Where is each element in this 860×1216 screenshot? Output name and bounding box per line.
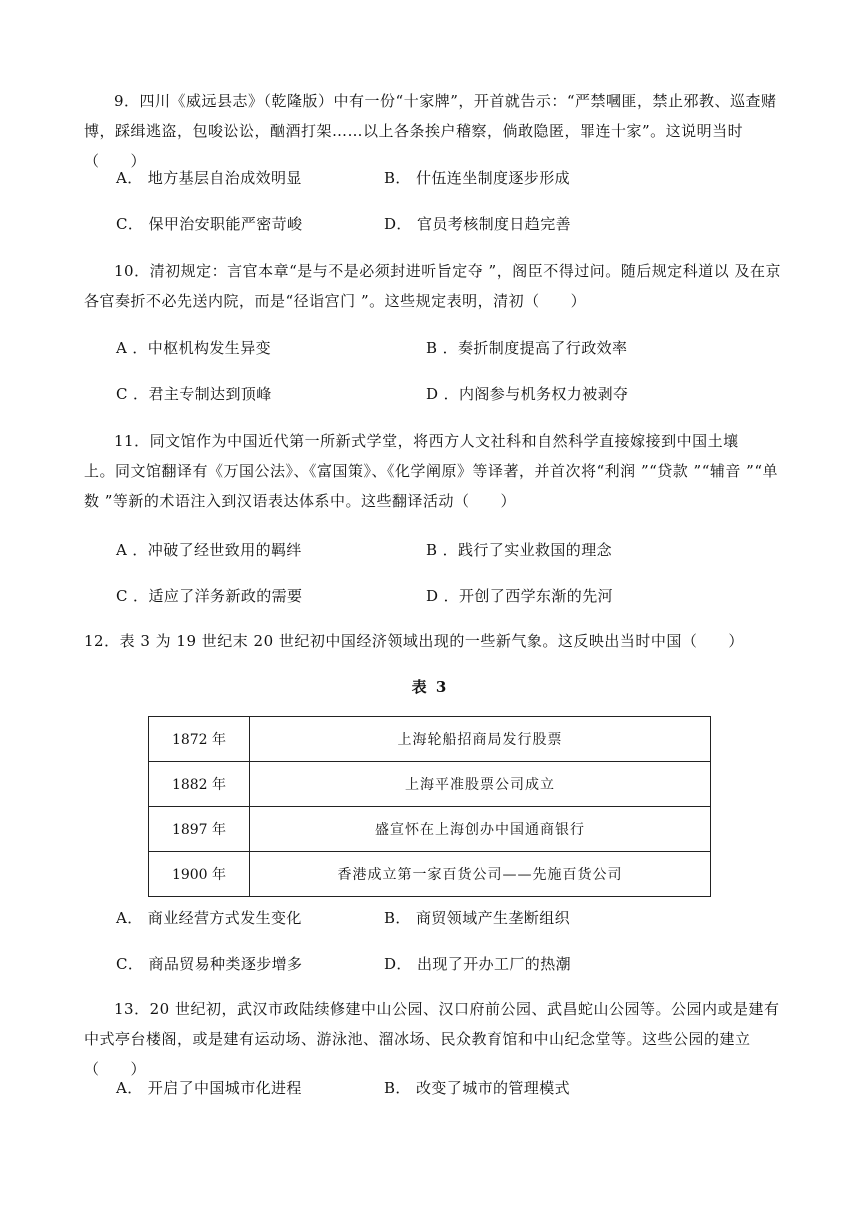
table-row xyxy=(149,852,711,897)
question-12-options-row-2 xyxy=(116,952,806,976)
option-a[interactable]: A． 开启了中国城市化进程 xyxy=(116,1079,302,1097)
question-10-options-row-1 xyxy=(116,336,806,360)
option-a[interactable]: A ．中枢机构发生异变 xyxy=(116,339,272,357)
option-c[interactable]: C． 商品贸易种类逐步增多 xyxy=(116,955,303,973)
question-12-text: 12．表 3 为 19 世纪末 20 世纪初中国经济领域出现的一些新气象。这反映出当时中国（ ） xyxy=(84,632,744,650)
option-b[interactable]: B． 商贸领域产生垄断组织 xyxy=(384,909,570,927)
question-12-options-row-1 xyxy=(116,906,806,930)
event-cell: 香港成立第一家百货公司——先施百货公司 xyxy=(250,852,711,897)
question-9-options-row-1 xyxy=(116,166,806,190)
question-11-options-row-1 xyxy=(116,538,806,562)
event-cell: 盛宣怀在上海创办中国通商银行 xyxy=(250,807,711,852)
question-10 xyxy=(84,256,784,316)
option-b[interactable]: B． 什伍连坐制度逐步形成 xyxy=(384,169,570,187)
question-13-text: 13．20 世纪初，武汉市政陆续修建中山公园、汉口府前公园、武昌蛇山公园等。公园内或是建有中式亭台楼阁，或是建有运动场、游泳池、溜冰场、民众教育馆和中山纪念堂等。这些公园的建立（ ） xyxy=(84,1000,780,1078)
option-c[interactable]: C． 保甲治安职能严密苛峻 xyxy=(116,215,303,233)
year-cell: 1897 年 xyxy=(149,807,250,852)
year-cell: 1900 年 xyxy=(149,852,250,897)
question-9-text: 9．四川《威远县志》（乾隆版）中有一份“十家牌”，开首就告示：“严禁嘓匪，禁止邪教、巡查赌博，踩缉逃盗，包唆讼讼，酗酒打架……以上各条挨户稽察，倘敢隐匿，罪连十家”。这说明当时（ ） xyxy=(84,92,777,170)
table-row xyxy=(149,807,711,852)
option-d[interactable]: D ．开创了西学东渐的先河 xyxy=(426,587,613,605)
year-cell: 1872 年 xyxy=(149,717,250,762)
option-c[interactable]: C ．适应了洋务新政的需要 xyxy=(116,587,303,605)
question-13-options-row-1 xyxy=(116,1076,806,1100)
year-cell: 1882 年 xyxy=(149,762,250,807)
table-row xyxy=(149,762,711,807)
option-b[interactable]: B． 改变了城市的管理模式 xyxy=(384,1079,570,1097)
option-b[interactable]: B ．奏折制度提高了行政效率 xyxy=(426,339,628,357)
table-caption: 表 3 xyxy=(411,678,449,696)
option-b[interactable]: B ．践行了实业救国的理念 xyxy=(426,541,612,559)
question-11-options-row-2 xyxy=(116,584,806,608)
table-row xyxy=(149,717,711,762)
option-a[interactable]: A． 地方基层自治成效明显 xyxy=(116,169,302,187)
option-d[interactable]: D． 出现了开办工厂的热潮 xyxy=(384,955,571,973)
option-a[interactable]: A． 商业经营方式发生变化 xyxy=(116,909,302,927)
option-c[interactable]: C ．君主专制达到顶峰 xyxy=(116,385,272,403)
event-cell: 上海轮船招商局发行股票 xyxy=(250,717,711,762)
question-11-text: 11．同文馆作为中国近代第一所新式学堂，将西方人文社科和自然科学直接嫁接到中国土壤 上。同文馆翻译有《万国公法》、《富国策》、《化学阐原》等译著，并首次将“利润 ”“贷款 ”“辅音 ”“单数 ”等新的术语注入到汉语表达体系中。这些翻译活动（ ） xyxy=(84,432,778,510)
question-10-text: 10．清初规定：言官本章“是与不是必须封进听旨定夺 ”，阁臣不得过问。随后规定科道以 及在京各官奏折不必先送内院，而是“径诣宫门 ”。这些规定表明，清初（ ） xyxy=(84,262,781,310)
question-12 xyxy=(84,626,804,656)
question-11 xyxy=(84,426,784,516)
event-cell: 上海平准股票公司成立 xyxy=(250,762,711,807)
question-13 xyxy=(84,994,784,1084)
question-9 xyxy=(84,86,784,176)
option-d[interactable]: D ．内阁参与机务权力被剥夺 xyxy=(426,385,629,403)
option-a[interactable]: A ．冲破了经世致用的羁绊 xyxy=(116,541,302,559)
question-10-options-row-2 xyxy=(116,382,806,406)
option-d[interactable]: D． 官员考核制度日趋完善 xyxy=(384,215,571,233)
table-3 xyxy=(148,716,711,897)
question-9-options-row-2 xyxy=(116,212,806,236)
